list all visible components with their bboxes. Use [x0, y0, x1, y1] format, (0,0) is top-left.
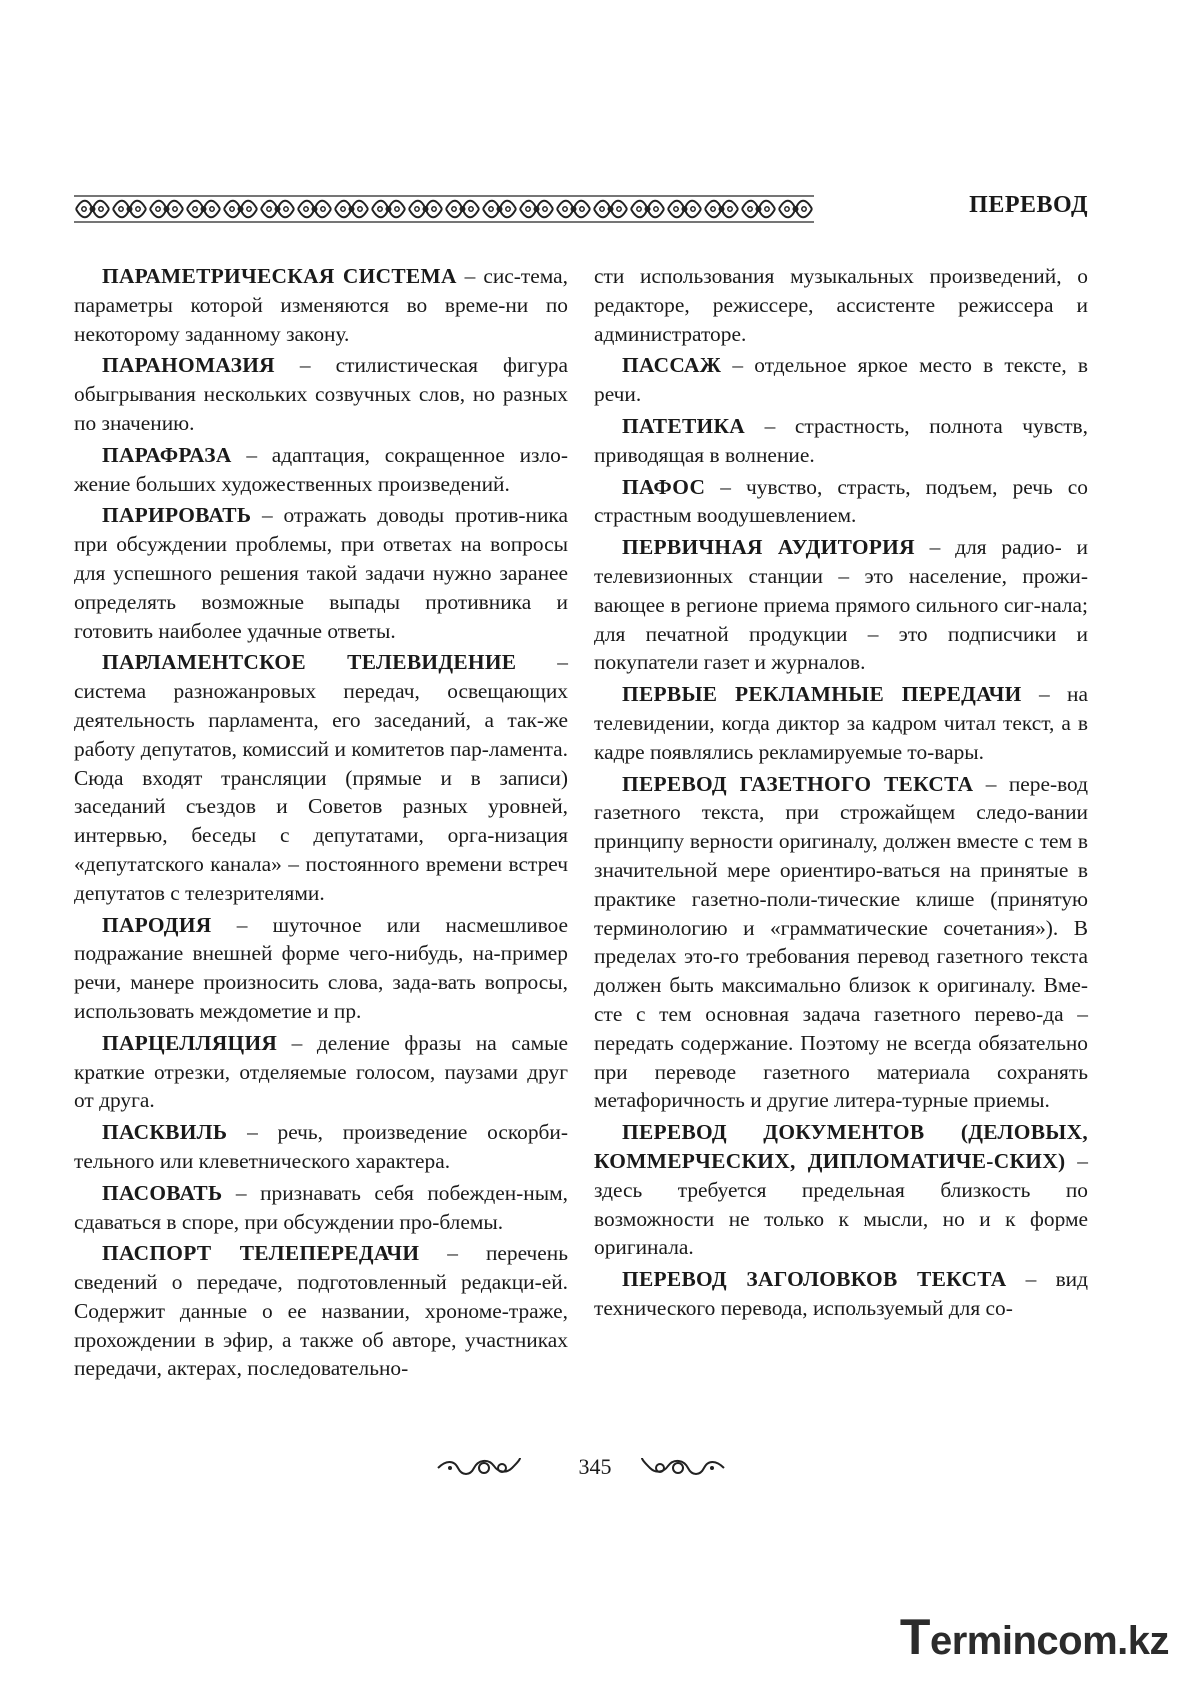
- entry-term: ПАРИРОВАТЬ: [102, 503, 252, 528]
- entry-term: ПАРАФРАЗА: [102, 442, 232, 467]
- entry-definition: – вид технического перевода, используемый для со-: [594, 1267, 1089, 1320]
- dictionary-entry: [74, 1179, 568, 1237]
- dictionary-entry: [594, 770, 1088, 1116]
- entry-definition: – стилистическая фигура обыгрывания нескольких созвучных слов, но разных по значению.: [74, 353, 568, 435]
- ornament-border-icon: [74, 194, 814, 224]
- dictionary-entry: [74, 351, 568, 437]
- dictionary-entry: [74, 648, 568, 907]
- entry-definition: – для радио- и телевизионных станции – это население, прожи-вающее в регионе приема прямого сильного сиг-нала; для печатной продукции – это подписчики и покупатели газет и журналов.: [594, 535, 1088, 675]
- page-footer: [0, 1448, 1191, 1488]
- watermark-text: ermincom.kz: [929, 1619, 1169, 1663]
- entry-term: ПАРОДИЯ: [102, 912, 212, 937]
- entry-term: ПАССАЖ: [622, 353, 722, 378]
- dictionary-entry: [74, 911, 568, 1026]
- entry-definition: – деление фразы на самые краткие отрезки, отделяемые голосом, паузами друг от друга.: [74, 1030, 568, 1113]
- dictionary-entry: [594, 412, 1088, 470]
- entry-definition: – страстность, полнота чувств, приводящая в волнение.: [594, 413, 1088, 467]
- entry-term: ПАФОС: [622, 474, 706, 499]
- entry-term: ПАСПОРТ ТЕЛЕПЕРЕДАЧИ: [102, 1241, 420, 1266]
- dictionary-entry: [74, 262, 568, 348]
- dictionary-columns: [74, 262, 1088, 1392]
- entry-term: ПЕРВИЧНАЯ АУДИТОРИЯ: [622, 535, 915, 560]
- site-watermark: [900, 1608, 1169, 1666]
- entry-term: ПЕРЕВОД ГАЗЕТНОГО ТЕКСТА: [622, 771, 974, 796]
- entry-term: ПАСКВИЛЬ: [102, 1120, 228, 1145]
- entry-term: ПАРЛАМЕНТСКОЕ ТЕЛЕВИДЕНИЕ: [102, 650, 517, 675]
- entry-definition: – пере-вод газетного текста, при строжайщем следо-вании принципу верности оригиналу, должен вместе с тем в значительной мере ориентиро-ваться на принятые в практике газетно-поли-тические клише (принятую терминологию и «грамматические сочетания»). В пределах это-го требования перевод газетного текста должен быть максимально близок к оригиналу. Вме-сте с тем основная задача газетного перево-да – передать содержание. Поэтому не всегда обязательно при переводе газетного материала сохранять метафоричность и другие литера-турные приемы.: [594, 771, 1088, 1113]
- entry-term: ПАРАМЕТРИЧЕСКАЯ СИСТЕМА: [102, 264, 457, 288]
- entry-term: ПЕРЕВОД ЗАГОЛОВКОВ ТЕКСТА: [622, 1267, 1007, 1292]
- entry-term: ПЕРВЫЕ РЕКЛАМНЫЕ ПЕРЕДАЧИ: [622, 682, 1022, 707]
- dictionary-entry: [594, 351, 1088, 409]
- dictionary-entry: [74, 441, 568, 499]
- flourish-left-icon: [436, 1456, 522, 1480]
- entry-definition: – перечень сведений о передаче, подготовленный редакци-ей. Содержит данные о ее названии, хрономе-траже, прохождении в эфир, а также об авторе, участниках передачи, актерах, последовательно-: [74, 1241, 568, 1381]
- entry-term: ПАРЦЕЛЛЯЦИЯ: [102, 1030, 278, 1055]
- entry-definition: – сис-тема, параметры которой изменяются во време-ни по некоторому заданному закону.: [74, 264, 568, 346]
- left-column: [74, 262, 568, 1386]
- entry-definition: – здесь требуется предельная близкость по возможности не только к мысли, но и к форме оригинала.: [594, 1148, 1088, 1260]
- entry-term: ПАСОВАТЬ: [102, 1180, 223, 1205]
- dictionary-entry: [74, 1239, 568, 1383]
- dictionary-entry: [74, 501, 568, 645]
- flourish-right-icon: [640, 1456, 726, 1480]
- entry-definition: – отдельное яркое место в тексте, в речи.: [594, 353, 1088, 407]
- entry-definition: – отражать доводы против-ника при обсуждении проблемы, при ответах на вопросы для успешного решения такой задачи нужно заранее определять возможные выпады противника и готовить наиболее удачные ответы.: [74, 503, 568, 643]
- dictionary-entry: [594, 533, 1088, 677]
- entry-definition: – чувство, страсть, подъем, речь со страстным воодушевлением.: [594, 474, 1088, 528]
- entry-term: ПАТЕТИКА: [622, 413, 746, 438]
- entry-definition: – шуточное или насмешливое подражание внешней форме чего-нибудь, на-пример речи, манере произносить слова, зада-вать вопросы, использовать междометие и пр.: [74, 912, 568, 1023]
- entry-term: ПАРАНОМАЗИЯ: [102, 353, 275, 378]
- dictionary-entry: [594, 1265, 1088, 1323]
- page-header: [74, 192, 1088, 226]
- dictionary-entry: [594, 1118, 1088, 1262]
- entry-term: ПЕРЕВОД ДОКУМЕНТОВ (ДЕЛОВЫХ, КОММЕРЧЕСКИХ, ДИПЛОМАТИЧЕ-СКИХ): [594, 1120, 1088, 1173]
- entry-definition: – адаптация, сокращенное изло-жение больших художественных произведений.: [74, 442, 568, 496]
- right-column: [594, 262, 1088, 1326]
- watermark-initial: T: [899, 1609, 930, 1665]
- dictionary-entry: [594, 262, 1088, 348]
- entry-definition: – на телевидении, когда диктор за кадром читал текст, а в кадре появлялись рекламируемые то-вары.: [594, 682, 1088, 764]
- entry-definition: сти использования музыкальных произведений, о редакторе, режиссере, ассистенте режиссера и администраторе.: [594, 264, 1088, 346]
- entry-definition: – признавать себя побежден-ным, сдаваться в споре, при обсуждении про-блемы.: [74, 1180, 568, 1234]
- dictionary-entry: [74, 1029, 568, 1115]
- dictionary-entry: [74, 1118, 568, 1176]
- dictionary-entry: [594, 680, 1088, 766]
- entry-definition: – речь, произведение оскорби-тельного или клеветнического характера.: [74, 1120, 568, 1173]
- page-number: 345: [578, 1454, 612, 1479]
- entry-definition: – система разножанровых передач, освещающих деятельность парламента, его заседаний, а так-же работу депутатов, комиссий и комитетов пар-ламента. Сюда входят трансляции (прямые и в записи) заседаний съездов и Советов разных уровней, интервью, беседы с депутатами, орга-низация «депутатского канала» – постоянного времени встреч депутатов с телезрителями.: [74, 650, 568, 905]
- running-head: ПЕРЕВОД: [969, 192, 1088, 218]
- dictionary-entry: [594, 473, 1088, 531]
